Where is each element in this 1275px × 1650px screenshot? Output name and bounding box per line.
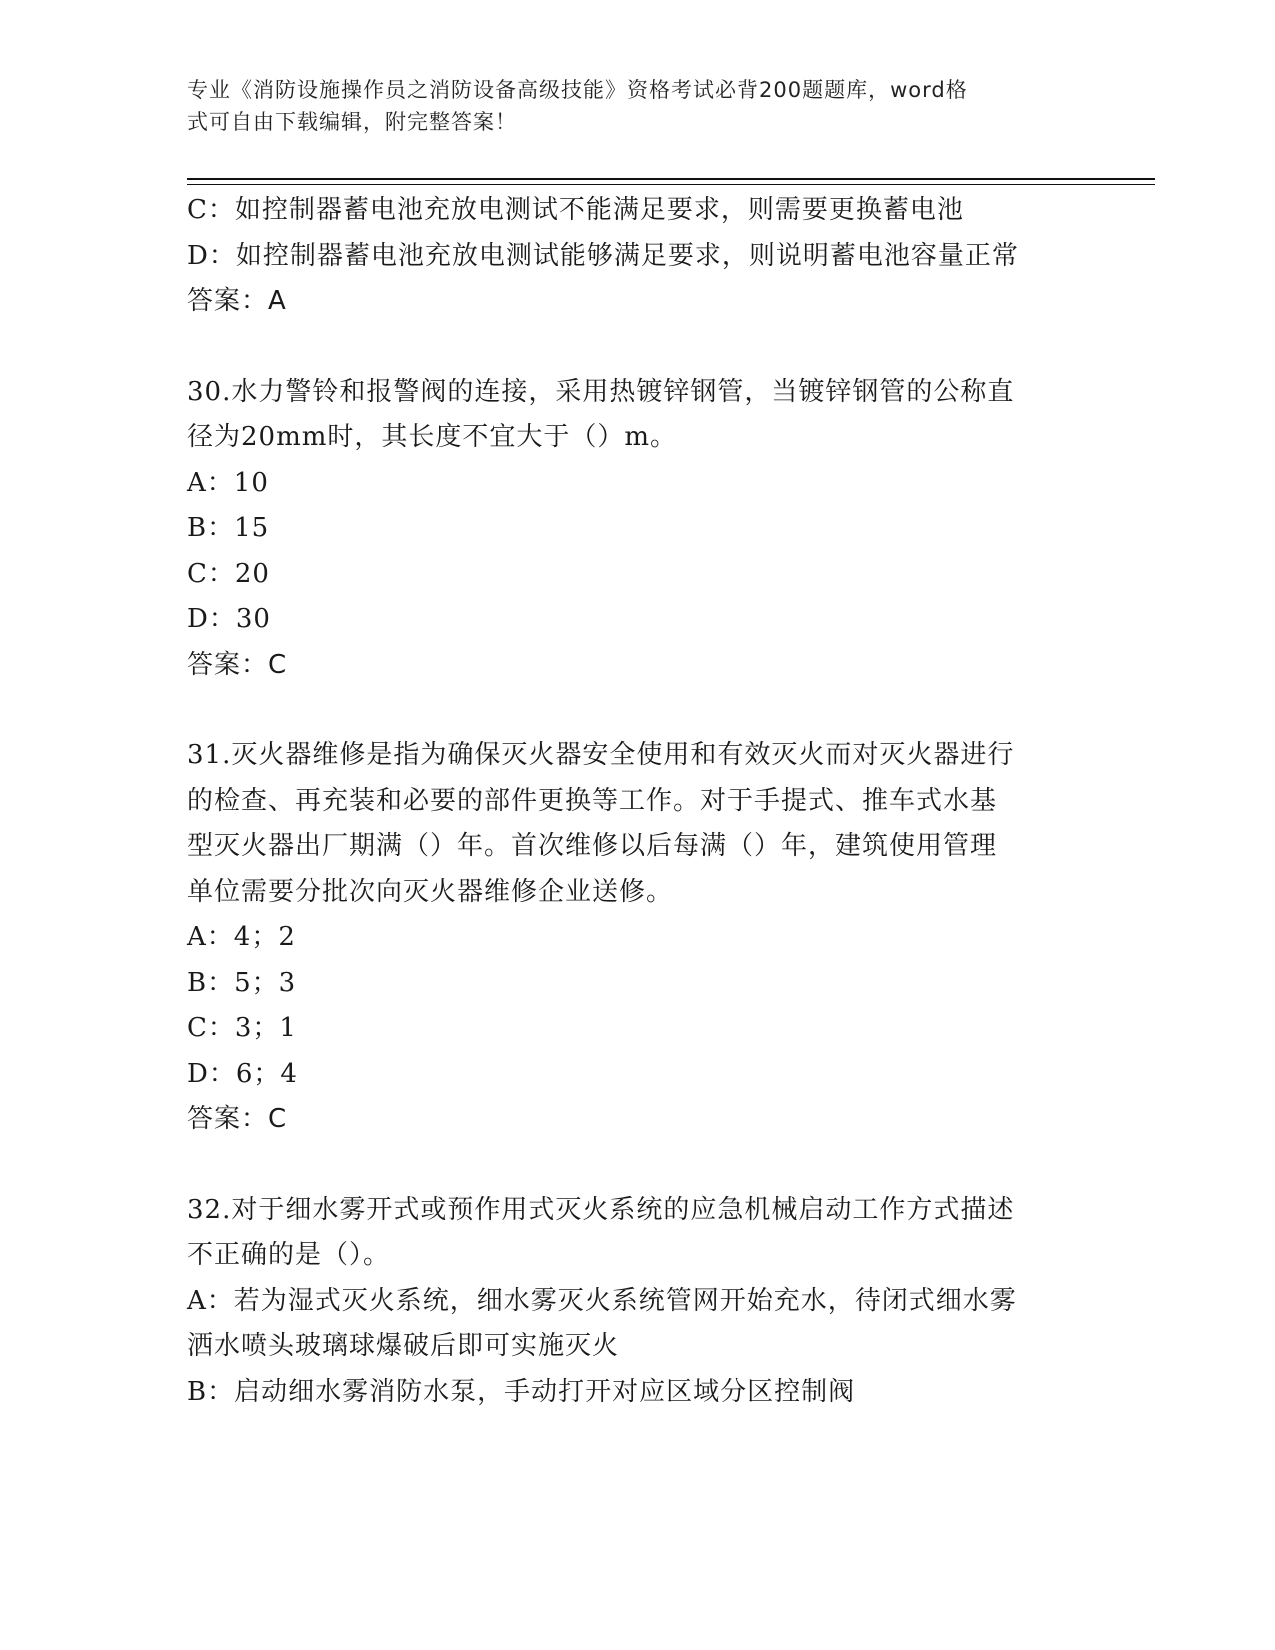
spacer (187, 325, 1087, 370)
question-text: 30.水力警铃和报警阀的连接，采用热镀锌钢管，当镀锌钢管的公称直 (187, 376, 1015, 407)
option-a-continued: 洒水喷头玻璃球爆破后即可实施灭火 (187, 1331, 620, 1361)
question-text: 不正确的是（）。 (187, 1240, 391, 1270)
option-d: D：如控制器蓄电池充放电测试能够满足要求，则说明蓄电池容量正常 (187, 240, 1019, 271)
header-line-2: 式可自由下载编辑，附完整答案！ (187, 110, 517, 134)
question-text: 31.灭火器维修是指为确保灭火器安全使用和有效灭火而对灭火器进行 (187, 740, 1015, 770)
question-content (187, 188, 1087, 1415)
spacer (187, 1143, 1087, 1188)
option-b: B：启动细水雾消防水泵，手动打开对应区域分区控制阀 (187, 1376, 856, 1407)
answer: 答案：C (187, 1104, 288, 1134)
question-32 (187, 1188, 1087, 1416)
header-line-1: 专业《消防设施操作员之消防设备高级技能》资格考试必背200题题库，word格 (187, 78, 968, 102)
question-text: 单位需要分批次向灭火器维修企业送修。 (187, 876, 674, 907)
answer: 答案：A (187, 286, 287, 316)
option-a: A：若为湿式灭火系统，细水雾灭火系统管网开始充水，待闭式细水雾 (187, 1285, 1017, 1316)
document-header (187, 74, 1067, 138)
option-a: A：10 (187, 467, 269, 498)
option-c: C：20 (187, 558, 270, 589)
question-text: 32.对于细水雾开式或预作用式灭火系统的应急机械启动工作方式描述 (187, 1194, 1015, 1225)
answer: 答案：C (187, 649, 288, 680)
option-b: B：15 (187, 513, 270, 543)
question-text: 径为20mm时，其长度不宜大于（）m。 (187, 422, 678, 452)
option-b: B：5；3 (187, 967, 297, 998)
header-rule-thick (187, 178, 1155, 180)
option-c: C：3；1 (187, 1013, 297, 1043)
question-30 (187, 370, 1087, 689)
option-d: D：6；4 (187, 1058, 298, 1089)
question-text: 的检查、再充装和必要的部件更换等工作。对于手提式、推车式水基 (187, 785, 998, 816)
option-c: C：如控制器蓄电池充放电测试不能满足要求，则需要更换蓄电池 (187, 195, 964, 225)
question-31 (187, 733, 1087, 1143)
spacer (187, 688, 1087, 733)
question-text: 型灭火器出厂期满（）年。首次维修以后每满（）年，建筑使用管理 (187, 831, 998, 861)
header-rule-thin (187, 184, 1155, 185)
prev-question (187, 188, 1087, 325)
option-d: D：30 (187, 604, 271, 634)
option-a: A：4；2 (187, 922, 296, 952)
